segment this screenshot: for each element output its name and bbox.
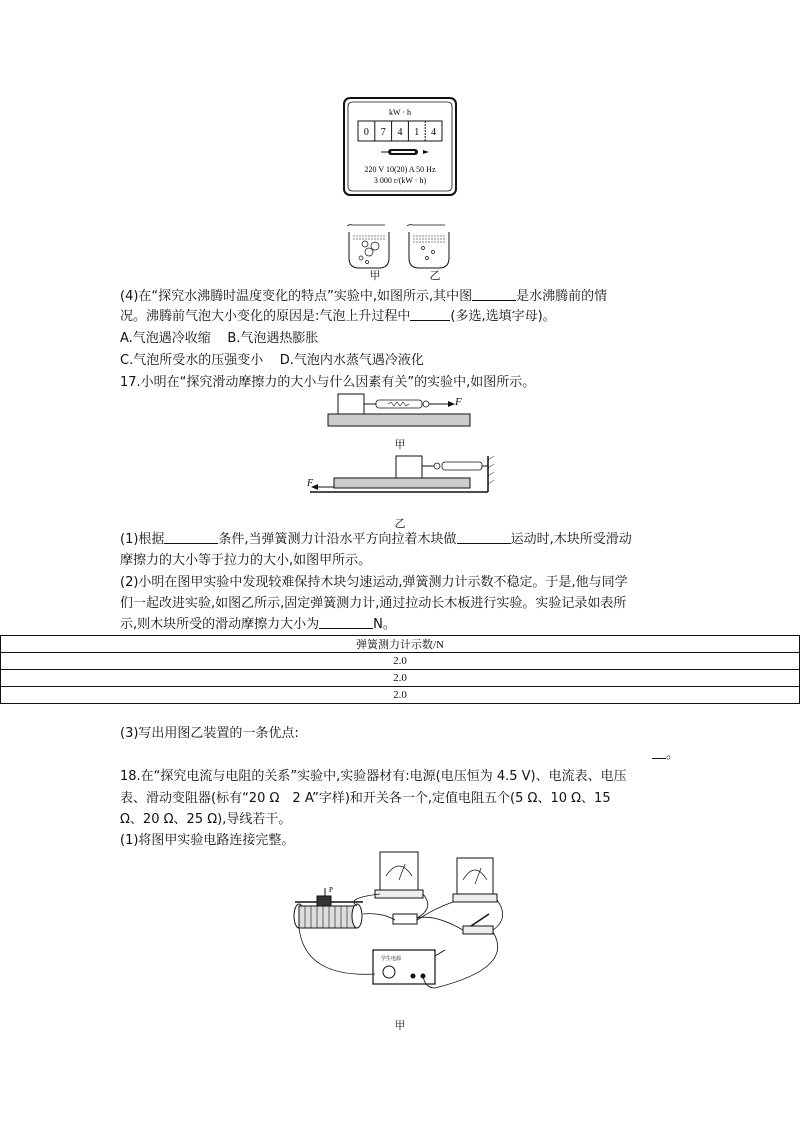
meter-digit: 7 [380,127,386,138]
q17-p1-line2: 摩擦力的大小等于拉力的大小,如图甲所示。 [120,553,372,568]
meter-spec-line1: 220 V 10(20) A 50 Hz [364,165,436,174]
meter-digit: 0 [363,127,369,138]
meter-digit: 1 [414,127,420,138]
slider-label: P [329,886,333,894]
q4-option-c: C.气泡所受水的压强变小 [120,353,264,368]
rheostat [294,886,363,928]
q17-blank-advantage[interactable] [652,745,666,759]
q17-blank-condition[interactable] [164,530,218,544]
boiling-label-b: 乙 [429,269,441,282]
q17-p2-line1: (2)小明在图甲实验中发现较难保持木块匀速运动,弹簧测力计示数不稳定。于是,他与同学 [120,575,628,590]
q17-blank-friction[interactable] [319,615,373,629]
meter-unit: kW · h [388,108,412,117]
q4-option-b: B.气泡遇热膨胀 [227,331,319,346]
q4-options-ab [120,329,318,349]
q4-line2: 况。沸腾前气泡大小变化的原因是:气泡上升过程中 (多选,选填字母)。 [120,309,556,324]
table-row: 2.0 [1,687,800,704]
q17-blank-motion[interactable] [457,530,511,544]
boiling-label-a: 甲 [369,269,381,282]
force-label-a: F [455,396,462,408]
voltmeter [453,858,497,902]
q4-option-d: D.气泡内水蒸气遇冷液化 [279,353,424,368]
meter-digit: 4 [397,127,403,138]
q4-blank-figure[interactable] [472,287,516,301]
q18-line1: 18.在“探究电流与电阻的关系”实验中,实验器材有:电源(电压恒为 4.5 V)、电流表、电压 [120,769,627,784]
table-header: 弹簧测力计示数/N [1,636,800,653]
q4-options-cd [120,351,424,371]
q17-p3-answer: 。 [652,745,679,765]
ammeter [375,852,423,898]
spring-scale-table [0,635,800,704]
supply-label: 学生电源 [381,956,402,962]
q17-title: 17.小明在“探究滑动摩擦力的大小与什么因素有关”的实验中,如图所示。 [120,375,536,390]
meter-spec-line2: 3 000 r/(kW · h) [373,176,427,185]
friction-figure-b [310,452,505,502]
q17-p3: (3)写出用图乙装置的一条优点: [120,726,299,741]
circuit-figure [285,848,525,998]
electricity-meter-figure [343,97,458,197]
force-label-b: F [307,478,314,489]
table-row: 2.0 [1,653,800,670]
power-supply [373,950,445,984]
q17-p1-line1: (1)根据 条件,当弹簧测力计沿水平方向拉着木块做 运动时,木块所受滑动 [120,532,632,547]
q18-line2: 表、滑动变阻器(标有“20 Ω 2 A”字样)和开关各一个,定值电阻五个(5 Ω、10 Ω、15 [120,791,611,806]
fig-a-label: 甲 [394,438,406,451]
q4-line1: (4)在“探究水沸腾时温度变化的特点”实验中,如图所示,其中图 是水沸腾前的情 [120,289,608,304]
circuit-fig-label: 甲 [394,1019,406,1032]
q17-p2-line2: 们一起改进实验,如图乙所示,固定弹簧测力计,通过拉动长木板进行实验。实验记录如表所 [120,596,627,611]
q4-option-a: A.气泡遇冷收缩 [120,331,211,346]
q17-p2-line3: 示,则木块所受的滑动摩擦力大小为 N。 [120,617,396,632]
meter-digit: 4 [431,127,437,138]
q18-line4: (1)将图甲实验电路连接完整。 [120,833,295,848]
fig-b-label: 乙 [394,517,406,530]
q18-line3: Ω、20 Ω、25 Ω),导线若干。 [120,812,292,827]
table-row: 2.0 [1,670,800,687]
q4-blank-reason[interactable] [410,307,450,321]
